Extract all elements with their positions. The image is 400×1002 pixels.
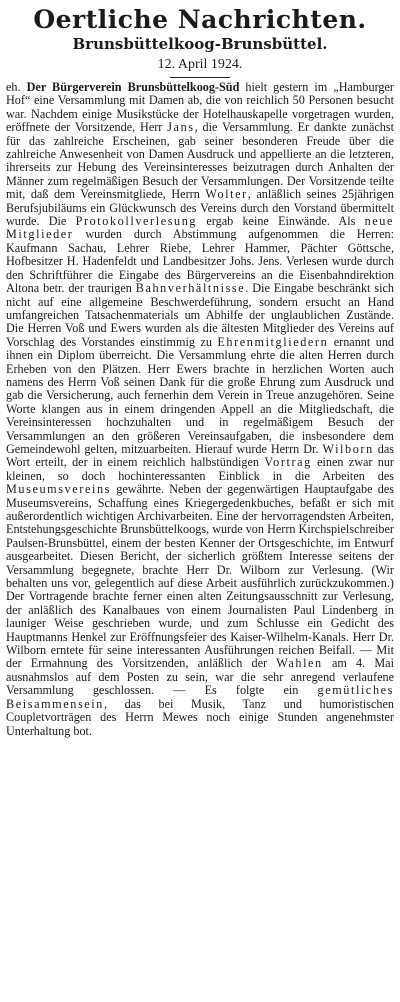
article-text: , anläßlich seines 25jährigen Berufsjubiläums ein Glückwunsch des Vereins durch den Vorstand übermittelt wurde. Die	[6, 187, 394, 229]
emphasized-text: gemütliches Beisammensein	[6, 683, 394, 711]
article-text: wurden durch Abstimmung aufgenommen die Herren: Kaufmann Sachau, Lehrer Riebe, Lehrer Hammer, Pächter Göttsche, Hofbesitzer H. Hadenfeldt und Landbesitzer Johs. Jens. Verlesen wurde durch den Schriftführer die Eingabe des Bürgervereins an die Eisenbahndirektion Altona betr. der traurigen	[6, 227, 394, 296]
article-text: , die Versammlung. Er dankte zunächst für das zahlreiche Erscheinen, gab seiner besonderen Freude über die zahlreiche Anwesenheit von Damen Ausdruck und appellierte an die letzteren, ihrerseits zur Hebung des Vereinsinteresses beizutragen durch Anhalten der Männer zum regelmäßigen Besuch der Versammlungen. Der Vorsitzende teilte mit, daß dem Vereinsmitgliede, Herrn	[6, 120, 394, 202]
article-text: , das bei Musik, Tanz und humoristischen Coupletvorträgen des Herrn Mewes noch einige Stunden angenehmster Unterhaltung bot.	[6, 696, 394, 738]
article-text: einen zwar nur kleinen, so doch hochinteressanten Einblick in die Arbeiten des	[6, 455, 394, 483]
section-title: Oertliche Nachrichten.	[33, 5, 367, 34]
dateline: 12. April 1924.	[157, 57, 243, 72]
emphasized-text: Jans	[167, 120, 195, 135]
article-text: ergab keine Einwände. Als	[197, 214, 365, 229]
emphasized-text: Museumsvereins	[6, 482, 111, 497]
article-text: eh.	[6, 80, 27, 94]
emphasized-text: Wilborn	[322, 441, 374, 456]
article-text: . Die Eingabe beschränkt sich nicht auf eine allgemeine Beschwerdeführung, sondern ersucht an Hand umfangreichen Tatsachenmaterials um Abhilfe der unglaublichen Zustände. Die Herren Voß und Ewers wurden als die ältesten Mitglieder des Vereins auf Vorschlag des Vorstandes einstimmig zu	[6, 281, 394, 349]
emphasized-text: Bahnverhältnisse	[135, 281, 246, 296]
article-text: das Wort erteilt, der in einem reichlich halbstündigen	[6, 441, 394, 470]
emphasized-text: neue Mitglieder	[6, 214, 394, 242]
emphasized-text: Wolter	[205, 187, 248, 202]
article-body	[5, 81, 395, 738]
article-text: hielt gestern im „Hamburger Hof“ eine Versammlung mit Damen ab, die von reichlich 50 Personen besucht war. Nachdem einige Musikstücke der Hotelhauskapelle vorgetragen wurden, eröffnete der Vorsitzende, Herr	[6, 80, 394, 135]
emphasized-text: Ehrenmitgliedern	[217, 334, 329, 349]
article-text: am 4. Mai ausnahmslos auf dem Posten zu sein, war die sehr anregend verlaufene Versammlung geschlossen. — Es folgte ein	[6, 656, 394, 698]
separator-rule	[170, 77, 230, 78]
emphasized-text: Protokollverlesung	[75, 214, 198, 229]
emphasized-text: Wahlen	[276, 656, 323, 671]
article-lead: Der Bürgerverein Brunsbüttelkoog-Süd	[26, 80, 240, 94]
article-text: ernannt und ihnen ein Diplom überreicht. Die Versammlung ehrte die alten Herren durch Erheben von den Plätzen. Herr Ewers brachte in herzlichen Worten auch namens des Herrn Voß seinen Dank für die große Ehrung zum Ausdruck und gab die Versicherung, auch fernerhin dem Verein in Treue anzugehören. Seine Worte klangen aus in einem dringenden Appell an die Mitgliedschaft, die Vereinsinteressen hochzuhalten und in regelmäßigem Besuch der Versammlungen an den größeren Vereinsaufgaben, die insbesondere dem Gemeindewohl gelten, mitzuarbeiten. Hierauf wurde Herrn Dr.	[6, 334, 395, 456]
emphasized-text: Vortrag	[264, 455, 312, 470]
location-heading: Brunsbüttelkoog-Brunsbüttel.	[72, 35, 328, 53]
article-text: gewährte. Neben der gegenwärtigen Hauptaufgabe des Museumsvereins, Schaffung eines Kriegergedenkbuches, befaßt er sich mit außerordentlich wichtigen Archivarbeiten. Eine der hervorragendsten Arbeiten, Entstehungsgeschichte Brunsbüttelkoogs, wurde von Herrn Kirchspielschreiber Paulsen-Brunsbüttel, einem der besten Kenner der Ortsgeschichte, im Entwurf ausgearbeitet. Diesen Bericht, der sicherlich größtem Interesse seitens der Versammlung begegnete, brachte Herr Dr. Wilborn zur Verlesung. (Wir behalten uns vor, gelegentlich auf diese Arbeit ausführlich zurückzukommen.) Der Vortragende brachte ferner einen alten Zeitungsausschnitt zur Verlesung, der anläßlich des Kanalbaues von einem Journalisten Paul Lindenberg in launiger Weise geschrieben wurde, und zum Schlusse ein Gedicht des Hauptmanns Henkel zur Eröffnungsfeier des Kaiser-Wilhelm-Kanals. Herr Dr. Wilborn erntete für seine interessanten Ausführungen reichen Beifall. — Mit der Ermahnung des Vorsitzenden, anläßlich der	[6, 482, 394, 671]
